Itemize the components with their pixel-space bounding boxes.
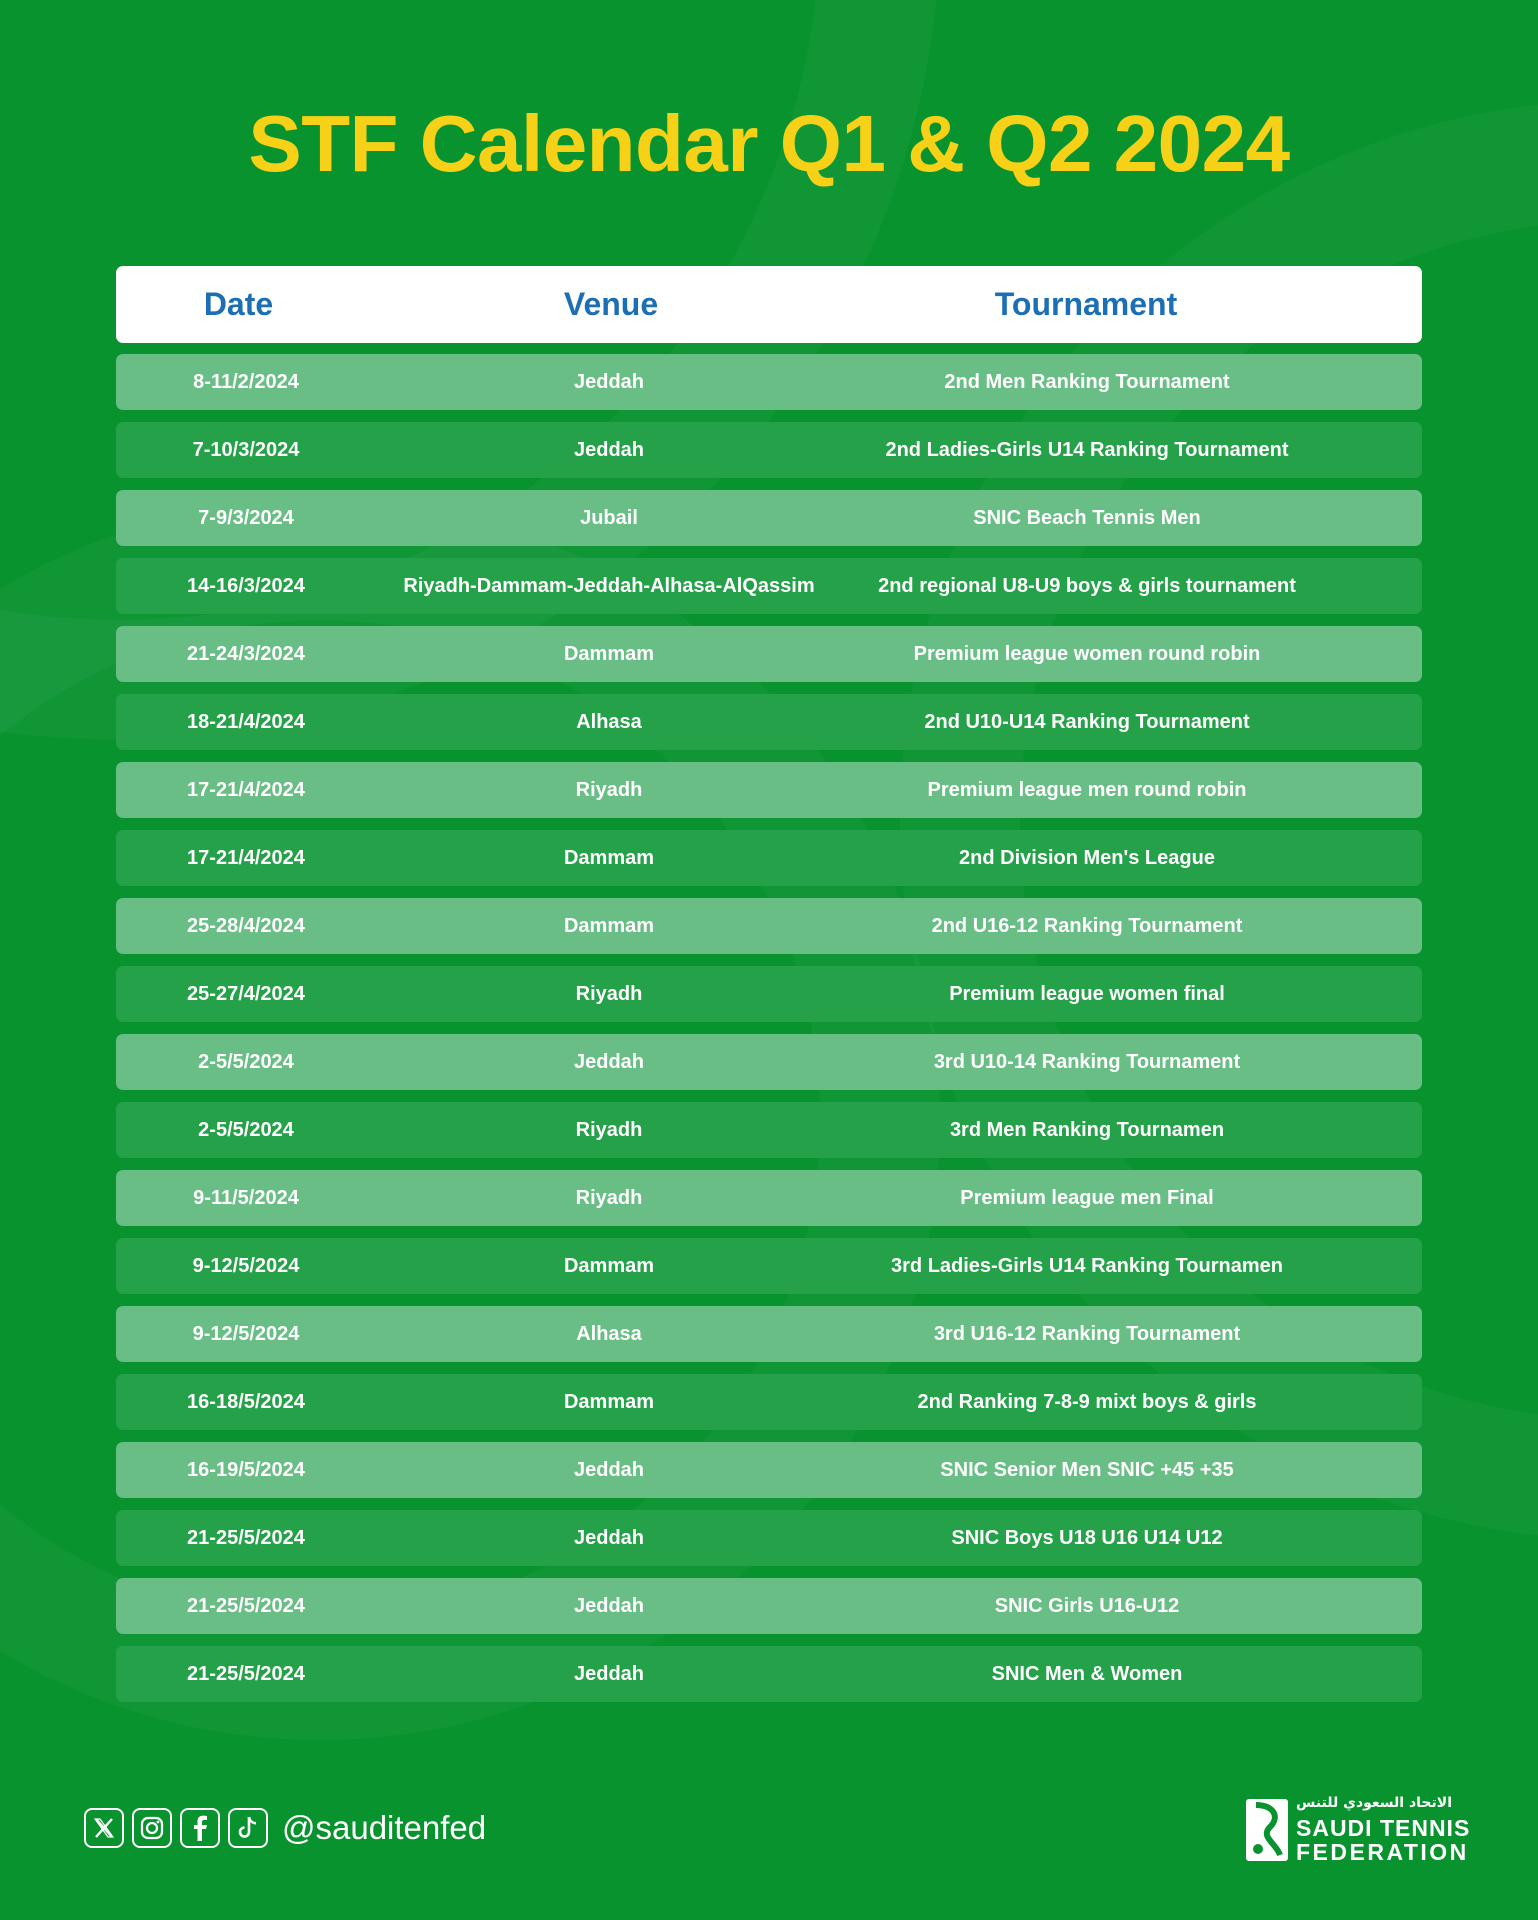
table-row <box>116 1442 1422 1498</box>
header-tournament: Tournament <box>994 286 1178 322</box>
table-row <box>116 1102 1422 1158</box>
row-date: 21-24/3/2024 <box>187 642 305 665</box>
table-row <box>116 1170 1422 1226</box>
table-row <box>116 1238 1422 1294</box>
row-tournament: 3rd Men Ranking Tournamen <box>949 1118 1225 1141</box>
row-tournament: SNIC Senior Men SNIC +45 +35 <box>940 1458 1234 1481</box>
table-row <box>116 558 1422 614</box>
header-venue: Venue <box>563 286 659 322</box>
row-venue: Dammam <box>563 642 655 665</box>
table-row <box>116 898 1422 954</box>
row-venue: Jeddah <box>573 1662 645 1685</box>
row-tournament: 2nd regional U8-U9 boys & girls tournament <box>878 574 1296 597</box>
row-date: 14-16/3/2024 <box>187 574 305 597</box>
row-tournament: 3rd U16-12 Ranking Tournament <box>933 1322 1241 1345</box>
row-tournament: Premium league men Final <box>960 1186 1214 1209</box>
row-date: 18-21/4/2024 <box>187 710 305 733</box>
tiktok-icon[interactable] <box>228 1808 268 1848</box>
table-row <box>116 1510 1422 1566</box>
calendar-table <box>116 266 1422 1714</box>
row-tournament: SNIC Boys U18 U16 U14 U12 <box>951 1526 1223 1549</box>
row-venue: Dammam <box>563 1254 655 1277</box>
row-date: 2-5/5/2024 <box>198 1118 294 1141</box>
table-row <box>116 966 1422 1022</box>
row-venue: Jeddah <box>573 1526 645 1549</box>
row-date: 2-5/5/2024 <box>198 1050 294 1073</box>
header-date: Date <box>203 286 274 322</box>
row-tournament: 2nd U10-U14 Ranking Tournament <box>924 710 1250 733</box>
row-tournament: 2nd Division Men's League <box>959 846 1215 869</box>
table-row <box>116 1578 1422 1634</box>
row-date: 16-18/5/2024 <box>187 1390 305 1413</box>
row-date: 9-12/5/2024 <box>192 1322 300 1345</box>
row-tournament: SNIC Girls U16-U12 <box>994 1594 1180 1617</box>
stf-logo-icon <box>1246 1799 1288 1861</box>
row-date: 7-9/3/2024 <box>198 506 294 529</box>
row-date: 17-21/4/2024 <box>187 846 305 869</box>
row-venue: Riyadh <box>575 982 643 1005</box>
row-venue: Alhasa <box>576 1322 642 1345</box>
row-venue: Riyadh <box>575 1186 643 1209</box>
row-date: 21-25/5/2024 <box>187 1526 305 1549</box>
table-row <box>116 490 1422 546</box>
table-body <box>116 354 1422 1702</box>
x-icon[interactable] <box>84 1808 124 1848</box>
row-tournament: SNIC Beach Tennis Men <box>973 506 1201 529</box>
social-links <box>84 1806 486 1850</box>
table-row <box>116 354 1422 410</box>
row-tournament: 2nd U16-12 Ranking Tournament <box>931 914 1243 937</box>
row-venue: Riyadh <box>575 1118 643 1141</box>
table-row <box>116 422 1422 478</box>
logo-text-line1: SAUDI TENNIS <box>1296 1815 1471 1841</box>
logo-arabic-text: الاتحاد السعودي للتنس <box>1296 1795 1452 1811</box>
social-handle[interactable]: @sauditenfed <box>282 1809 487 1846</box>
row-venue: Jubail <box>580 506 638 529</box>
row-date: 16-19/5/2024 <box>187 1458 305 1481</box>
row-venue: Jeddah <box>573 370 645 393</box>
table-row <box>116 1034 1422 1090</box>
table-row <box>116 1306 1422 1362</box>
row-venue: Dammam <box>563 1390 655 1413</box>
row-tournament: 2nd Ladies-Girls U14 Ranking Tournament <box>885 438 1289 461</box>
row-tournament: 3rd Ladies-Girls U14 Ranking Tournamen <box>891 1254 1283 1277</box>
row-date: 21-25/5/2024 <box>187 1662 305 1685</box>
logo-text-line2: FEDERATION <box>1296 1839 1469 1865</box>
stf-logo <box>1246 1795 1471 1865</box>
table-row <box>116 830 1422 886</box>
row-venue: Dammam <box>563 846 655 869</box>
page-title: STF Calendar Q1 & Q2 2024 <box>248 99 1290 188</box>
instagram-icon[interactable] <box>132 1808 172 1848</box>
row-date: 25-27/4/2024 <box>187 982 305 1005</box>
row-tournament: Premium league women final <box>949 982 1225 1005</box>
row-date: 8-11/2/2024 <box>193 370 299 393</box>
row-venue: Alhasa <box>576 710 642 733</box>
row-tournament: 2nd Ranking 7-8-9 mixt boys & girls <box>917 1390 1257 1413</box>
row-tournament: 3rd U10-14 Ranking Tournament <box>933 1050 1241 1073</box>
row-venue: Jeddah <box>573 1458 645 1481</box>
row-tournament: Premium league men round robin <box>927 778 1247 801</box>
row-date: 25-28/4/2024 <box>187 914 305 937</box>
row-venue: Jeddah <box>573 438 645 461</box>
row-tournament: 2nd Men Ranking Tournament <box>944 370 1230 393</box>
row-date: 9-11/5/2024 <box>193 1186 299 1209</box>
row-date: 9-12/5/2024 <box>192 1254 300 1277</box>
table-row <box>116 626 1422 682</box>
row-venue: Riyadh-Dammam-Jeddah-Alhasa-AlQassim <box>403 574 815 597</box>
table-header <box>116 266 1422 343</box>
facebook-icon[interactable] <box>180 1808 220 1848</box>
row-date: 21-25/5/2024 <box>187 1594 305 1617</box>
row-date: 7-10/3/2024 <box>192 438 300 461</box>
row-tournament: Premium league women round robin <box>913 642 1261 665</box>
row-date: 17-21/4/2024 <box>187 778 305 801</box>
table-row <box>116 1374 1422 1430</box>
row-tournament: SNIC Men & Women <box>991 1662 1183 1685</box>
table-row <box>116 694 1422 750</box>
table-row <box>116 762 1422 818</box>
row-venue: Jeddah <box>573 1050 645 1073</box>
row-venue: Riyadh <box>575 778 643 801</box>
row-venue: Dammam <box>563 914 655 937</box>
table-row <box>116 1646 1422 1702</box>
row-venue: Jeddah <box>573 1594 645 1617</box>
